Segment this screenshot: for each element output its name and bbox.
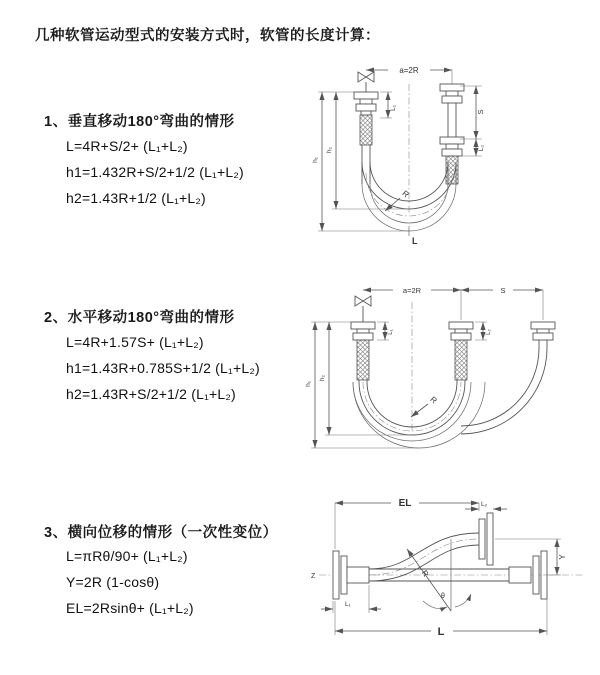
dim-y-label: Y	[558, 554, 567, 560]
hose-arcs	[353, 340, 547, 448]
dim-l-label: L	[412, 236, 418, 246]
valve-icon	[358, 72, 374, 92]
left-flange	[333, 551, 369, 599]
section-3-formula-y: Y=2R (1-cosθ)	[66, 574, 160, 590]
section-2-formula-l: L=4R+1.57S+ (L₁+L₂)	[66, 334, 204, 350]
dim-r-label: R	[419, 568, 431, 579]
dim-theta-label: θ	[441, 593, 445, 600]
dimension-l1	[380, 92, 397, 118]
section-1-formula-h2: h2=1.43R+1/2 (L₁+L₂)	[66, 190, 206, 206]
dimension-l1	[377, 322, 394, 340]
diagram-vertical-180-bend	[300, 62, 592, 262]
top-flange	[479, 513, 493, 565]
dimension-s	[461, 286, 543, 295]
dimension-l	[335, 599, 547, 638]
dimension-a2r	[363, 286, 461, 295]
section-1-formula-l: L=4R+S/2+ (L₁+L₂)	[66, 138, 188, 154]
dim-h1-label: h₁	[312, 157, 319, 163]
dim-h2-label: h₂	[319, 374, 326, 382]
section-2-heading: 2、水平移动180°弯曲的情形	[44, 310, 235, 326]
dimension-r	[407, 549, 451, 611]
section-1-formula-h1: h1=1.432R+S/2+1/2 (L₁+L₂)	[66, 164, 244, 180]
dim-a2r-label: a=2R	[402, 286, 422, 295]
right-fitting	[531, 290, 555, 340]
dimension-r	[411, 395, 439, 417]
left-fitting	[354, 92, 378, 145]
middle-fitting	[449, 290, 473, 380]
valve-icon	[355, 296, 371, 322]
dim-r-label: R	[428, 394, 439, 406]
diagram-lateral-displacement	[295, 495, 597, 645]
section-3-formula-l: L=πRθ/90+ (L₁+L₂)	[66, 548, 188, 564]
section-2-formula-h2: h2=1.43R+S/2+1/2 (L₁+L₂)	[66, 386, 236, 402]
dim-l2-label: L₂	[481, 501, 488, 508]
dim-l2-label: L₂	[478, 144, 485, 152]
diagram-horizontal-180-bend	[293, 282, 597, 457]
section-3-formula-el: EL=2Rsinθ+ (L₁+L₂)	[66, 600, 194, 616]
section-3-heading: 3、横向位移的情形（一次性变位）	[44, 525, 278, 541]
dim-l-label: L	[437, 626, 445, 638]
dim-l1-label: L₁	[388, 329, 394, 335]
dimension-h1	[312, 92, 409, 231]
dim-l1-label: L₁	[345, 601, 351, 608]
right-flange	[509, 551, 547, 599]
dim-l2-label: L₂	[486, 329, 492, 335]
dim-r-label: R	[400, 188, 411, 200]
dim-el-label: EL	[398, 498, 412, 509]
dimension-s	[460, 86, 485, 156]
dim-s-label: S	[476, 109, 485, 115]
dim-h2-label: h₂	[326, 146, 333, 154]
dim-z-label: Z	[311, 573, 316, 580]
dim-l1-label: L₁	[390, 105, 397, 111]
section-2-formula-h1: h1=1.43R+0.785S+1/2 (L₁+L₂)	[66, 360, 260, 376]
section-1-heading: 1、垂直移动180°弯曲的情形	[44, 114, 235, 130]
dim-a2r-label: a=2R	[399, 66, 419, 75]
dimension-l2	[475, 322, 492, 340]
dimension-l	[409, 226, 418, 246]
dimension-l1	[321, 585, 381, 613]
dim-s-label: S	[500, 286, 506, 295]
dim-h1-label: h₁	[305, 381, 312, 387]
right-fitting-lower	[440, 137, 464, 184]
dimension-a2r	[366, 66, 452, 75]
dimension-l2	[465, 501, 507, 509]
page-title: 几种软管运动型式的安装方式时，软管的长度计算：	[35, 28, 380, 44]
left-fitting	[351, 322, 375, 380]
right-fitting-upper	[440, 70, 464, 137]
